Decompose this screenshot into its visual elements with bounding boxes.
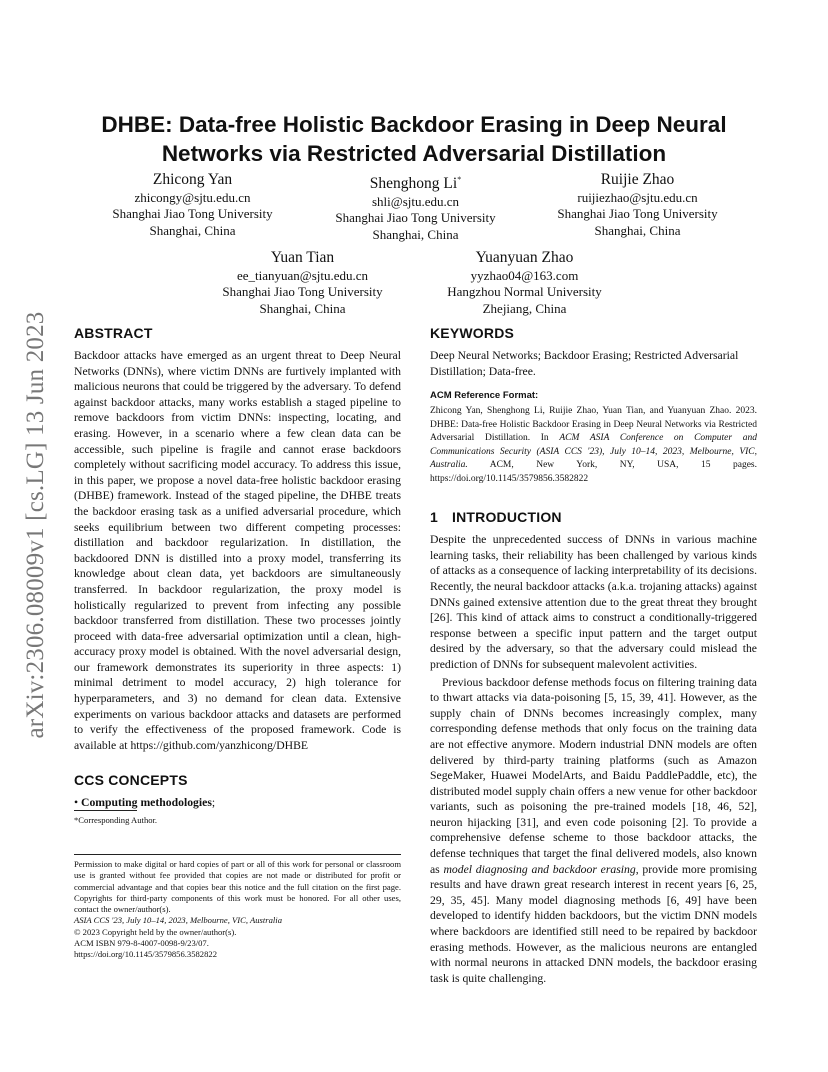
author-email: yyzhao04@163.com [470,268,579,283]
acm-ref-part2: ACM, New York, NY, USA, 15 pages. https://doi.org/10.1145/3579856.3582822 [430,460,757,484]
author-email: ee_tianyuan@sjtu.edu.cn [236,268,369,283]
ccs-concept [74,795,401,811]
author-name: Zhicong Yan [152,171,233,188]
acm-ref-body [430,405,757,486]
author-block [90,170,295,239]
author-email: zhicongy@sjtu.edu.cn [134,190,251,205]
right-column [430,324,757,986]
author-block [535,170,740,239]
doi-link[interactable]: https://doi.org/10.1145/3579856.3582822 [74,949,217,960]
author-affiliation: Hangzhou Normal University [447,284,602,300]
isbn-line: ACM ISBN 979-8-4007-0098-9/23/07. [74,938,209,949]
ccs-heading: CCS CONCEPTS [74,772,188,789]
intro-paragraph-2 [430,675,757,987]
ccs-item: Computing methodologies [81,796,212,810]
author-location: Shanghai, China [259,300,346,316]
left-column [74,324,401,811]
permission-block [74,859,401,961]
intro-paragraph-1: Despite the unprecedented success of DNNs in various machine learning tasks, their reliability has been challenged by various kinds of attacks as a consequence of lacking interpretability of its decisions. Recently, the neural backdoor attacks (a.k.a. trojaning attacks) against DNNs gained extensive attention due to the great threat they brought [26]. This kind of attack aims to construct a conditionally-triggered response between a specific input pattern and the target output desired by the adversary, so that the adversary could mislead the prediction of DNNs for subsequent malevolent activities. [430,533,758,671]
author-location: Zhejiang, China [482,300,567,316]
keywords-text: Deep Neural Networks; Backdoor Erasing; Restricted Adversarial Distillation; Data-free. [430,349,739,378]
intro-title: INTRODUCTION [452,509,562,526]
author-location: Shanghai, China [372,226,459,242]
author-location: Shanghai, China [149,222,236,238]
author-affiliation: Shanghai Jiao Tong University [557,206,718,222]
author-email: shli@sjtu.edu.cn [371,194,460,210]
arxiv-stamp [22,290,50,760]
intro-p2-emphasis: model diagnosing and backdoor erasing [443,862,636,876]
paper-title: DHBE: Data-free Holistic Backdoor Erasing in Deep Neural Networks via Restricted Adversarial Distillation [101,112,727,166]
abstract-text: Backdoor attacks have emerged as an urgent threat to Deep Neural Networks (DNNs), where victim DNNs are furtively implanted with malicious neurons that could be triggered by the adversary. To defend against backdoor attacks, many works establish a staged pipeline to remove backdoors from victim DNNs: inspecting, locating, and erasing. However, in a scenario where a few clean data can be accessible, such pipeline is fragile and cannot erase backdoors completely without sacrificing model accuracy. To address this issue, in this paper, we propose a novel data-free holistic backdoor erasing (DHBE) framework. Instead of the staged pipeline, the DHBE treats the backdoor erasing task as a unified adversarial procedure, which seeks equilibrium between two different competing processes: distillation and backdoor regularization. In distillation, the backdoored DNN is distilled into a proxy model, transferring its knowledge about clean data, yet backdoors are simultaneously transferred. In backdoor regularization, the proxy model is holistically regularized to prevent from infecting any possible backdoor transferred from distillation. These two processes jointly proceed with data-free adversarial optimization until a clean, high-accuracy proxy model is obtained. With the novel adversarial design, our framework demonstrates its superiority in three aspects: 1) minimal detriment to model accuracy, 2) high tolerance for hyperparameters, and 3) no demand for clean data. Extensive experiments on various backdoor attacks and datasets are performed to verify the effectiveness of the proposed framework. Code is available at https://github.com/yanzhicong/DHBE [74,349,401,752]
author-affiliation: Shanghai Jiao Tong University [222,284,383,300]
author-name: Ruijie Zhao [600,171,675,188]
acm-ref-part1: Zhicong Yan, Shenghong Li, Ruijie Zhao, Yuan Tian, and Yuanyuan Zhao. 2023. DHBE: Data-free Holistic Backdoor Erasing in Deep Neural Networks via Restricted Adversarial Distillation. In [430,406,757,444]
author-name: Shenghong Li [369,175,458,193]
arxiv-stamp-text: arXiv:2306.08009v1 [cs.LG] 13 Jun 2023 [22,311,49,739]
footnote-rule [74,810,137,811]
permission-rule [74,854,401,855]
keywords-heading: KEYWORDS [430,325,515,341]
author-block [422,248,627,317]
author-block [200,248,405,317]
copyright-line: © 2023 Copyright held by the owner/author(s). [74,926,237,937]
author-name: Yuanyuan Zhao [475,249,574,266]
permission-text: Permission to make digital or hard copies of part or all of this work for personal or classroom use is granted without fee provided that copies are not made or distributed for profit or commercial advantage and that copies bear this notice and the full citation on the first page. Copyrights for third-party components of this work must be honored. For all other uses, contact the owner/author(s). [74,859,401,915]
abstract-heading: ABSTRACT [74,325,153,341]
author-location: Shanghai, China [594,222,681,238]
footnote: *Corresponding Author. [74,815,158,825]
ccs-suffix: ; [211,796,216,810]
corresponding-mark: * [457,175,462,184]
author-affiliation: Shanghai Jiao Tong University [335,210,496,226]
acm-ref-heading: ACM Reference Format: [430,390,539,402]
intro-p2-part-a: Previous backdoor defense methods focus on filtering training data to thwart attacks via data-poisoning [5, 15, 39, 41]. However, as the supply chain of DNNs becomes increasingly complex, many corresponding defense methods that only focus on the training data are not effective anymore. Modern industrial DNN models are often delivered by third-party training platforms (such as Amazon SegeMaker, Huawei ModelArts, and Baidu PaddlePaddle, etc), the distributed model supply chain offers a new venue for other backdoor variants, such as poisoning the pre-trained models [18, 46, 52], neuron hijacking [31], and even code poisoning [2]. To provide a comprehensive defense scheme to those backdoor attacks, the defense techniques that target the final delivered models, also known as [430,675,757,876]
intro-heading [430,508,757,526]
author-email: ruijiezhao@sjtu.edu.cn [577,190,698,205]
ccs-bullet: • [74,796,79,810]
intro-p2-part-b: , provide more promising results and have drawn great research interest in recent years [6, 25, 29, 35, 45]. Many model diagnosing methods [6, 49] have been developed to identify hidden backdoors, but the victim DNN models where backdoors are identified still need to be repaired by backdoor erasing methods. However, as the malicious neurons are entangled with normal neurons in attacked DNN models, the backdoor erasing task is quite challenging. [430,862,757,985]
author-block [313,170,518,243]
acm-ref-venue: ACM ASIA Conference on Computer and Communications Security (ASIA CCS '23), July 10–14, 2023, Melbourne, VIC, Australia. [430,433,757,471]
author-affiliation: Shanghai Jiao Tong University [112,206,273,222]
permission-venue: ASIA CCS '23, July 10–14, 2023, Melbourne, VIC, Australia [74,915,282,926]
intro-number: 1 [430,509,438,526]
author-name: Yuan Tian [270,249,335,266]
